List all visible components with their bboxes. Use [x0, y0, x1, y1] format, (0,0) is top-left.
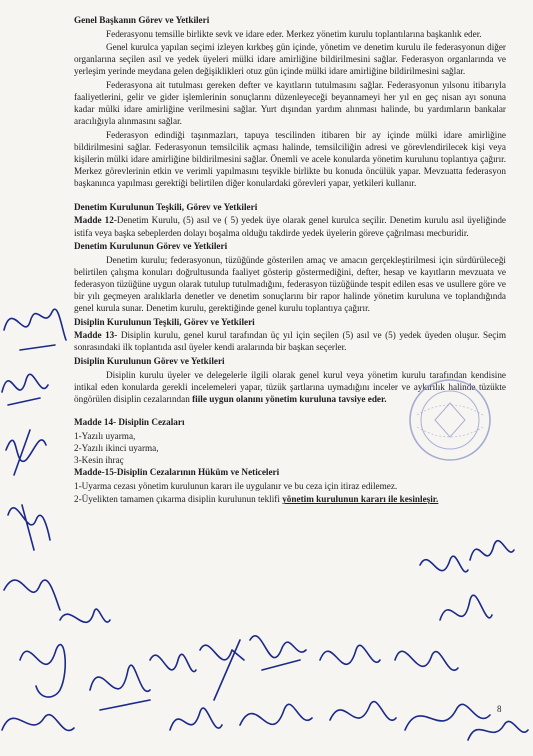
signature	[20, 645, 65, 698]
signature	[468, 721, 528, 740]
paragraph: Denetim kurulu; federasyonun, tüzüğünde gösterilen amaç ve amacın gerçekleştirilmesi için sürdürüleceği belirtilen çalışma konuları doğrultusunda faaliyet gösterip göstermediğini, defter, hesap ve kayıtların mevzuata ve federasyon tüzüğüne uygun olarak tutulup tutulmadığını, federasyon tüzüğünde tespit edilen esas ve usullere göre ve bir yılı geçmeyen aralıklarla denetler ve denetim sonuçlarını bir rapor halinde yönetim kuruluna ve toplandığında genel kurula sunar. Denetim kurulu, gerektiğinde genel kurulu toplantıya çağırır.	[74, 254, 506, 314]
signature	[6, 430, 46, 475]
rule-line: 1-Uyarma cezası yönetim kurulunun kararı ile uygulanır ve bu ceza için itiraz edilemez.	[74, 480, 398, 491]
heading-madde-14: Madde 14- Disiplin Cezaları	[74, 417, 185, 428]
article-13	[74, 329, 506, 353]
signature	[60, 609, 110, 622]
signature	[200, 640, 244, 700]
signature	[405, 704, 490, 730]
heading-madde-15: Madde-15-Disiplin Cezalarının Hüküm ve Neticeleri	[74, 467, 280, 478]
signature	[440, 595, 492, 620]
heading-denetim-teskili: Denetim Kurulunun Teşkili, Görev ve Yetkileri	[74, 201, 258, 212]
page-number: 8	[497, 704, 502, 714]
heading-disiplin-gorev: Disiplin Kurulunun Görev ve Yetkileri	[74, 355, 225, 366]
signature	[250, 636, 306, 670]
article-text: Denetim Kurulu, (5) asıl ve ( 5) yedek üye olarak genel kurulca seçilir. Denetim kurulu asıl üyeliğinde istifa veya başka sebeplerden dolayı boşalma olduğu takdirde yedek üyelerin göreve çağrılması mecburidir.	[74, 215, 506, 238]
signature	[2, 374, 48, 405]
rule-text: 2-Üyelikten tamamen çıkarma disiplin kurulunun teklifi	[74, 494, 280, 505]
paragraph: Federasyonu temsille birlikte sevk ve idare eder. Merkez yönetim kurulu toplantılarına başkanlık eder.	[106, 28, 482, 39]
article-label: Madde 12-	[74, 215, 117, 226]
article-12	[74, 214, 506, 238]
signature	[330, 702, 396, 721]
signature	[395, 651, 458, 670]
signature	[8, 505, 50, 550]
paragraph-text: Disiplin kurulu üyeler ve delegelerle ilgili olarak genel kurul veya yönetim kurulu tarafından kendisine intikal eden konularda gerekli incelemeleri yapar, tüzük şartlarına uymadığını inceler ve aykırılık halinde tüzükte öngörülen disiplin cezalarından	[74, 369, 506, 404]
signature	[4, 580, 60, 610]
paragraph: Genel kurulca yapılan seçimi izleyen kırkbeş gün içinde, yönetim ve denetim kurulu ile federasyonun diğer organlarına seçilen asıl ve yedek üyeleri mülki idare amirliğine bildirilmesini sağlar. Federasyon organlarında ve yerleşim yerinde meydana gelen değişiklikleri otuz gün içinde mülki idare amirliğine bildirilmesini sağlar.	[74, 42, 506, 77]
list-item: 3-Kesin ihraç	[74, 455, 124, 466]
signature	[90, 665, 150, 710]
paragraph: Federasyona ait tutulması gereken defter ve kayıtların tutulmasını sağlar. Federasyonun yılsonu itibarıyla faaliyetlerini, gelir ve gider işlemlerinin sonuçlarını düzenleyeceği beyannameyi her yıl en geç nisan ayı sonuna kadar mülki idare amirliğine verilmesini sağlar. Yurt dışından yardım alınması halinde, bu yardımların bankalar aracılığıyla alınmasını sağlar.	[74, 79, 506, 127]
signature	[470, 541, 514, 560]
paragraph-bold-text: fiile uygun olanını yönetim kuruluna tavsiye eder.	[192, 393, 387, 404]
stamp-seal	[405, 375, 495, 465]
signature	[420, 556, 468, 572]
rule-bold-text: yönetim kurulunun kararı ile kesinleşir.	[282, 494, 439, 505]
heading-denetim-gorev: Denetim Kurulunun Görev ve Yetkileri	[74, 241, 228, 252]
signature	[2, 715, 74, 731]
signature	[240, 704, 312, 725]
article-label: Madde 13-	[74, 330, 118, 341]
heading-disiplin-teskili: Disiplin Kurulunun Teşkili, Görev ve Yetkileri	[74, 316, 255, 327]
list-item: 2-Yazılı ikinci uyarma,	[74, 443, 159, 453]
paragraph: Federasyon edindiği taşınmazları, tapuya tescilinden itibaren bir ay içinde mülki idare amirliğine bildirilmesini sağlar. Federasyonun temsilcilik açması halinde, temsilciliğin adresi ve görevlendirilecek kişi veya kişilerin mülki idare amirliğine bildirilmesini sağlar. Önemli ve acele konularda yönetim kurulunu toplantıya çağırır. Merkez görevlerinin etkin ve verimli yapılmasını teşvikle birlikte bu konuda öncülük yapar. Mevzuatta federasyon başkanınca yapılması gerektiği belirtilen diğer konulardaki görevleri yapar, yetkileri kullanır.	[74, 129, 506, 189]
heading-genel-baskan: Genel Başkanın Görev ve Yetkileri	[74, 15, 210, 25]
signature	[4, 309, 66, 350]
signature	[320, 645, 380, 664]
rule-line	[74, 493, 506, 505]
signature	[150, 654, 196, 671]
signature	[170, 708, 222, 730]
article-text: Disiplin kurulu, genel kurul tarafından üç yıl için seçilen (5) asıl ve (5) yedek üyeden oluşur. Seçim sonrasındaki ilk toplantıda asıl üyeler kendi aralarında bir başkan seçerler.	[74, 330, 507, 353]
list-item: 1-Yazılı uyarma,	[74, 430, 136, 441]
